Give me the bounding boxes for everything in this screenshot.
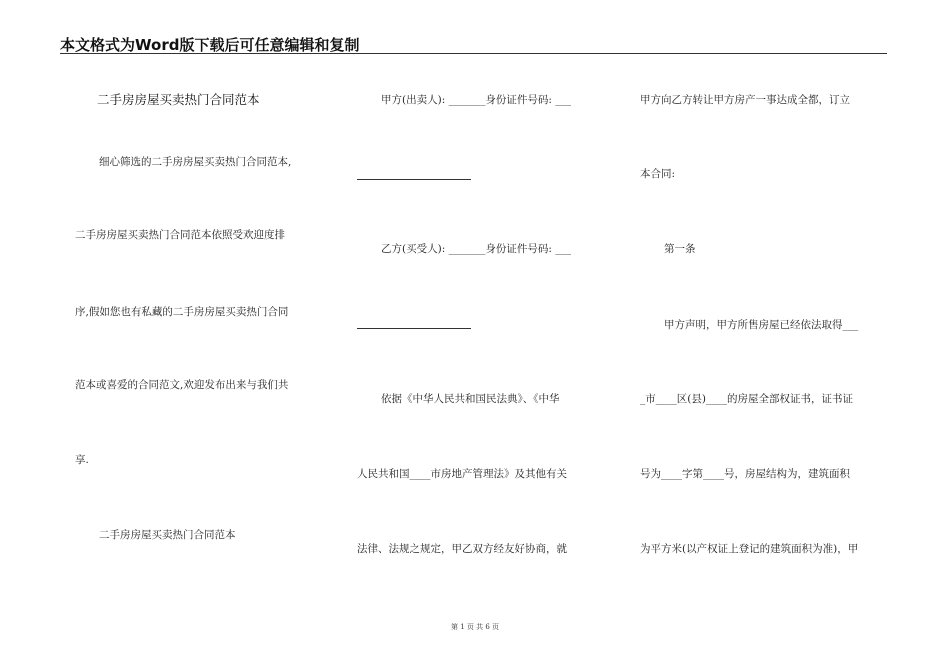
- section-heading: 二手房房屋买卖热门合同范本: [99, 529, 236, 541]
- text-line: 二手房房屋买卖热门合同范本依照受欢迎度排: [75, 229, 285, 241]
- text-line: 号为____字第____号，房屋结构为，建筑面积: [640, 468, 850, 480]
- article-heading: 第一条: [664, 243, 696, 255]
- text-line: 享.: [75, 454, 89, 466]
- text-line: 本合同:: [640, 168, 676, 180]
- text-line: 法律、法规之规定，甲乙双方经友好协商，就: [357, 543, 567, 555]
- text-line: 序,假如您也有私藏的二手房房屋买卖热门合同: [75, 306, 289, 318]
- blank-fill-line: [357, 179, 471, 180]
- text-line: _市____区(县)____的房屋全部权证书，证书证: [640, 393, 853, 405]
- document-header-title: 本文格式为Word版下载后可任意编辑和复制: [60, 36, 360, 54]
- party-a-line: 甲方(出卖人): _______身份证件号码: ___: [381, 94, 571, 106]
- text-line: 依据《中华人民共和国民法典》、《中华: [381, 393, 560, 405]
- text-line: 细心筛选的二手房房屋买卖热门合同范本,: [99, 156, 292, 168]
- page-number: 第 1 页 共 6 页: [450, 623, 500, 631]
- contract-title: 二手房房屋买卖热门合同范本: [97, 92, 260, 107]
- text-line: 甲方向乙方转让甲方房产一事达成全都，订立: [640, 94, 850, 106]
- text-line: 范本或喜爱的合同范文,欢迎发布出来与我们共: [75, 379, 289, 391]
- text-line: 为平方米(以产权证上登记的建筑面积为准)，甲: [640, 543, 859, 555]
- text-line: 人民共和国____市房地产管理法》及其他有关: [357, 468, 567, 480]
- header-divider: [60, 53, 887, 54]
- party-b-line: 乙方(买受人): _______身份证件号码: ___: [381, 243, 571, 255]
- text-line: 甲方声明，甲方所售房屋已经依法取得___: [664, 319, 859, 331]
- blank-fill-line: [357, 328, 471, 329]
